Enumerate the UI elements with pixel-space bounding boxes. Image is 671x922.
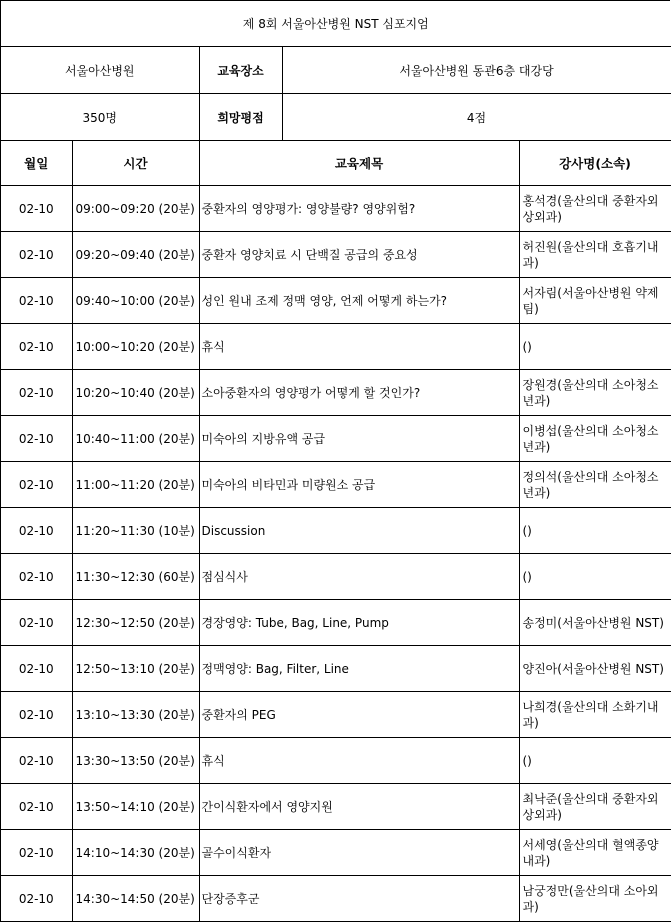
row-lecturer: 서자림(서울아산병원 약제팀) — [519, 278, 671, 324]
row-lecturer: 이병섭(울산의대 소아청소년과) — [519, 416, 671, 462]
row-lecturer: 홍석경(울산의대 중환자외상외과) — [519, 186, 671, 232]
row-date: 02-10 — [1, 508, 72, 554]
row-time: 14:30~14:50 (20분) — [72, 876, 199, 922]
row-date: 02-10 — [1, 692, 72, 738]
row-date: 02-10 — [1, 278, 72, 324]
row-time: 11:30~12:30 (60분) — [72, 554, 199, 600]
table-row — [1, 508, 671, 554]
row-title: 간이식환자에서 영양지원 — [199, 784, 519, 830]
row-date: 02-10 — [1, 646, 72, 692]
row-time: 11:00~11:20 (20분) — [72, 462, 199, 508]
row-lecturer: 서세영(울산의대 혈액종양내과) — [519, 830, 671, 876]
table-row — [1, 738, 671, 784]
row-time: 09:40~10:00 (20분) — [72, 278, 199, 324]
info-row-place — [1, 47, 671, 94]
row-title: 단장증후군 — [199, 876, 519, 922]
row-title: Discussion — [199, 508, 519, 554]
table-row — [1, 876, 671, 922]
column-header-row — [1, 141, 671, 186]
row-title: 중환자의 PEG — [199, 692, 519, 738]
place-label: 교육장소 — [199, 47, 282, 94]
schedule-table — [1, 1, 671, 922]
row-time: 09:20~09:40 (20분) — [72, 232, 199, 278]
row-lecturer: () — [519, 738, 671, 784]
row-date: 02-10 — [1, 876, 72, 922]
table-row — [1, 186, 671, 232]
capacity-value: 350명 — [1, 94, 199, 141]
row-title: 점심식사 — [199, 554, 519, 600]
row-title: 중환자의 영양평가: 영양불량? 영양위험? — [199, 186, 519, 232]
row-title: 소아중환자의 영양평가 어떻게 할 것인가? — [199, 370, 519, 416]
schedule-body — [1, 186, 671, 922]
column-header-lecturer: 강사명(소속) — [519, 141, 671, 186]
row-lecturer: () — [519, 554, 671, 600]
row-date: 02-10 — [1, 738, 72, 784]
row-date: 02-10 — [1, 830, 72, 876]
row-date: 02-10 — [1, 370, 72, 416]
table-row — [1, 600, 671, 646]
table-row — [1, 554, 671, 600]
table-row — [1, 232, 671, 278]
row-time: 09:00~09:20 (20분) — [72, 186, 199, 232]
row-title: 중환자 영양치료 시 단백질 공급의 중요성 — [199, 232, 519, 278]
row-date: 02-10 — [1, 784, 72, 830]
row-title: 휴식 — [199, 324, 519, 370]
row-title: 미숙아의 비타민과 미량원소 공급 — [199, 462, 519, 508]
row-date: 02-10 — [1, 186, 72, 232]
row-lecturer: 허진원(울산의대 호흡기내과) — [519, 232, 671, 278]
column-header-time: 시간 — [72, 141, 199, 186]
row-title: 성인 원내 조제 정맥 영양, 언제 어떻게 하는가? — [199, 278, 519, 324]
score-label: 희망평점 — [199, 94, 282, 141]
column-header-title: 교육제목 — [199, 141, 519, 186]
place-value: 서울아산병원 동관6층 대강당 — [282, 47, 671, 94]
info-row-capacity — [1, 94, 671, 141]
table-row — [1, 278, 671, 324]
row-time: 13:10~13:30 (20분) — [72, 692, 199, 738]
row-lecturer: 나희경(울산의대 소화기내과) — [519, 692, 671, 738]
row-date: 02-10 — [1, 232, 72, 278]
row-time: 10:20~10:40 (20분) — [72, 370, 199, 416]
row-time: 12:50~13:10 (20분) — [72, 646, 199, 692]
row-date: 02-10 — [1, 324, 72, 370]
column-header-date: 월일 — [1, 141, 72, 186]
row-time: 13:50~14:10 (20분) — [72, 784, 199, 830]
row-time: 10:00~10:20 (20분) — [72, 324, 199, 370]
table-row — [1, 692, 671, 738]
row-time: 13:30~13:50 (20분) — [72, 738, 199, 784]
table-row — [1, 416, 671, 462]
row-lecturer: 남궁정만(울산의대 소아외과) — [519, 876, 671, 922]
score-value: 4점 — [282, 94, 671, 141]
row-date: 02-10 — [1, 554, 72, 600]
table-row — [1, 462, 671, 508]
row-date: 02-10 — [1, 462, 72, 508]
row-lecturer: 최낙준(울산의대 중환자외상외과) — [519, 784, 671, 830]
row-date: 02-10 — [1, 416, 72, 462]
row-title: 미숙아의 지방유액 공급 — [199, 416, 519, 462]
title-row — [1, 1, 671, 47]
row-title: 정맥영양: Bag, Filter, Line — [199, 646, 519, 692]
row-time: 10:40~11:00 (20분) — [72, 416, 199, 462]
row-title: 골수이식환자 — [199, 830, 519, 876]
table-row — [1, 784, 671, 830]
row-lecturer: () — [519, 324, 671, 370]
table-row — [1, 646, 671, 692]
table-row — [1, 324, 671, 370]
row-lecturer: 정의석(울산의대 소아청소년과) — [519, 462, 671, 508]
row-lecturer: () — [519, 508, 671, 554]
row-title: 휴식 — [199, 738, 519, 784]
row-lecturer: 장원경(울산의대 소아청소년과) — [519, 370, 671, 416]
venue-name: 서울아산병원 — [1, 47, 199, 94]
row-time: 12:30~12:50 (20분) — [72, 600, 199, 646]
table-row — [1, 830, 671, 876]
document-title: 제 8회 서울아산병원 NST 심포지엄 — [1, 1, 671, 47]
row-time: 11:20~11:30 (10분) — [72, 508, 199, 554]
row-date: 02-10 — [1, 600, 72, 646]
row-time: 14:10~14:30 (20분) — [72, 830, 199, 876]
table-row — [1, 370, 671, 416]
row-title: 경장영양: Tube, Bag, Line, Pump — [199, 600, 519, 646]
row-lecturer: 송정미(서울아산병원 NST) — [519, 600, 671, 646]
row-lecturer: 양진아(서울아산병원 NST) — [519, 646, 671, 692]
